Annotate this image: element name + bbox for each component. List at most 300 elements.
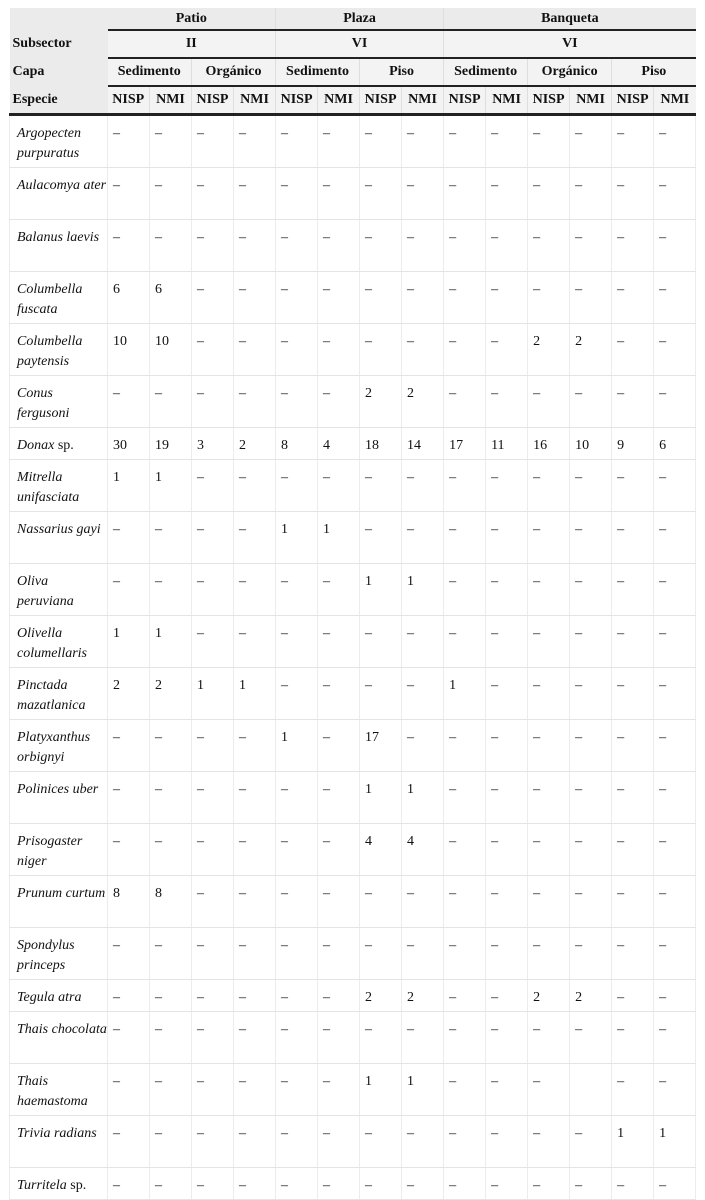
nisp-value-cell: –	[444, 512, 486, 564]
nmi-value-cell: –	[318, 720, 360, 772]
nmi-value-cell: –	[486, 720, 528, 772]
nisp-value-cell: –	[612, 376, 654, 428]
area-plaza-header: Plaza	[276, 8, 444, 30]
nisp-value-cell: –	[444, 1168, 486, 1200]
nisp-value-cell: –	[528, 824, 570, 876]
nisp-value-cell: –	[192, 115, 234, 168]
nisp-value-cell: –	[108, 720, 150, 772]
nisp-value-cell: –	[108, 1064, 150, 1116]
table-row	[10, 168, 696, 220]
species-name: Polinices uber	[17, 782, 99, 797]
nisp-value-cell: –	[444, 980, 486, 1012]
nmi-value-cell: –	[654, 1168, 696, 1200]
nisp-value-cell: –	[444, 115, 486, 168]
nmi-value-cell: –	[570, 115, 612, 168]
nisp-value-cell: –	[192, 720, 234, 772]
nisp-value-cell: –	[444, 460, 486, 512]
species-name-cell	[10, 1116, 108, 1168]
nmi-value-cell: –	[234, 168, 276, 220]
nisp-value-cell: –	[360, 272, 402, 324]
nisp-value-cell: –	[612, 1168, 654, 1200]
nmi-value-cell: –	[150, 220, 192, 272]
nisp-value-cell: –	[612, 616, 654, 668]
nisp-value-cell: –	[108, 115, 150, 168]
metric-header: NISP	[276, 86, 318, 115]
nisp-value-cell: –	[108, 928, 150, 980]
nmi-value-cell: –	[486, 512, 528, 564]
nmi-value-cell: 1	[234, 668, 276, 720]
nmi-value-cell: –	[402, 928, 444, 980]
nmi-value-cell: –	[486, 1116, 528, 1168]
species-name: Turritela	[17, 1178, 67, 1193]
nisp-value-cell: 1	[360, 1064, 402, 1116]
nisp-value-cell: –	[612, 772, 654, 824]
nisp-value-cell: –	[192, 512, 234, 564]
nisp-value-cell: –	[528, 668, 570, 720]
nisp-value-cell: –	[444, 616, 486, 668]
nmi-value-cell: 19	[150, 428, 192, 460]
nmi-value-cell: –	[486, 115, 528, 168]
nmi-value-cell: –	[654, 115, 696, 168]
nisp-value-cell: –	[360, 876, 402, 928]
nmi-value-cell: –	[654, 168, 696, 220]
species-name-cell	[10, 460, 108, 512]
metric-header: NMI	[402, 86, 444, 115]
table-row	[10, 616, 696, 668]
nisp-value-cell: –	[276, 772, 318, 824]
nisp-value-cell: –	[528, 272, 570, 324]
nmi-value-cell: –	[150, 928, 192, 980]
table-row	[10, 668, 696, 720]
species-name: Conus fergusoni	[17, 386, 70, 421]
nisp-value-cell: –	[528, 616, 570, 668]
nisp-value-cell: –	[192, 1064, 234, 1116]
nmi-value-cell: –	[402, 512, 444, 564]
nmi-value-cell: –	[654, 720, 696, 772]
nisp-value-cell: –	[192, 168, 234, 220]
table-row	[10, 564, 696, 616]
species-name: Donax	[17, 438, 55, 453]
nmi-value-cell: –	[402, 272, 444, 324]
nmi-value-cell: 2	[150, 668, 192, 720]
nmi-value-cell: –	[486, 980, 528, 1012]
nisp-value-cell: 4	[360, 824, 402, 876]
nisp-value-cell: 16	[528, 428, 570, 460]
nmi-value-cell: 14	[402, 428, 444, 460]
nisp-value-cell: –	[612, 1064, 654, 1116]
nisp-value-cell: –	[192, 772, 234, 824]
nmi-value-cell: –	[486, 168, 528, 220]
nisp-value-cell: –	[192, 324, 234, 376]
species-name-cell	[10, 168, 108, 220]
nmi-value-cell: –	[486, 1064, 528, 1116]
nisp-value-cell: –	[108, 512, 150, 564]
nisp-value-cell: –	[276, 980, 318, 1012]
metric-header: NMI	[570, 86, 612, 115]
nmi-value-cell	[570, 1064, 612, 1116]
nisp-value-cell: –	[360, 928, 402, 980]
metric-header: NISP	[444, 86, 486, 115]
nisp-value-cell: –	[612, 980, 654, 1012]
nisp-value-cell: –	[192, 928, 234, 980]
nisp-value-cell: –	[108, 1012, 150, 1064]
nmi-value-cell: –	[570, 1012, 612, 1064]
nisp-value-cell: –	[276, 668, 318, 720]
species-name-cell	[10, 115, 108, 168]
nmi-value-cell: –	[402, 720, 444, 772]
metric-header: NMI	[318, 86, 360, 115]
species-name-cell	[10, 1012, 108, 1064]
nmi-value-cell: –	[402, 1012, 444, 1064]
nisp-value-cell: 1	[360, 564, 402, 616]
species-name-cell	[10, 564, 108, 616]
species-name-cell	[10, 772, 108, 824]
nmi-value-cell: –	[654, 220, 696, 272]
nmi-value-cell: –	[318, 876, 360, 928]
species-name: Pinctada mazatlanica	[17, 678, 86, 713]
area-banqueta-header: Banqueta	[444, 8, 696, 30]
nmi-value-cell: –	[234, 616, 276, 668]
nisp-value-cell: –	[108, 168, 150, 220]
nisp-value-cell: –	[528, 512, 570, 564]
nmi-value-cell: –	[150, 772, 192, 824]
nisp-value-cell: –	[444, 220, 486, 272]
nmi-value-cell: –	[654, 376, 696, 428]
nisp-value-cell: –	[108, 980, 150, 1012]
nisp-value-cell: –	[444, 1116, 486, 1168]
nmi-value-cell: –	[654, 824, 696, 876]
capa-header: Orgánico	[192, 58, 276, 86]
species-name: Columbella paytensis	[17, 334, 83, 369]
nmi-value-cell: –	[402, 616, 444, 668]
nmi-value-cell: –	[234, 980, 276, 1012]
area-patio-header: Patio	[108, 8, 276, 30]
nmi-value-cell: –	[402, 168, 444, 220]
nisp-value-cell: –	[444, 1012, 486, 1064]
nisp-value-cell: –	[360, 115, 402, 168]
nisp-value-cell: –	[192, 616, 234, 668]
nisp-value-cell: 2	[528, 980, 570, 1012]
nisp-value-cell: –	[528, 928, 570, 980]
species-name: Oliva peruviana	[17, 574, 74, 609]
nmi-value-cell: –	[570, 928, 612, 980]
species-name: Trivia radians	[17, 1126, 97, 1141]
nisp-value-cell: –	[108, 824, 150, 876]
nisp-value-cell: –	[360, 460, 402, 512]
nmi-value-cell: 10	[570, 428, 612, 460]
species-name-cell	[10, 220, 108, 272]
nmi-value-cell: 2	[234, 428, 276, 460]
nisp-value-cell: –	[360, 1116, 402, 1168]
metric-header: NISP	[528, 86, 570, 115]
nisp-value-cell: –	[612, 928, 654, 980]
nisp-value-cell: –	[444, 324, 486, 376]
nisp-value-cell: 2	[528, 324, 570, 376]
especie-label: Especie	[10, 86, 108, 115]
nmi-value-cell: –	[402, 1168, 444, 1200]
species-name: Olivella columellaris	[17, 626, 87, 661]
nisp-value-cell: 2	[360, 376, 402, 428]
nmi-value-cell: –	[234, 512, 276, 564]
nmi-value-cell: –	[654, 1064, 696, 1116]
nisp-value-cell: 1	[108, 460, 150, 512]
capa-header: Piso	[612, 58, 696, 86]
table-body	[10, 115, 696, 1200]
nisp-value-cell: –	[192, 220, 234, 272]
species-table	[9, 8, 696, 1200]
nmi-value-cell: –	[486, 824, 528, 876]
species-name-cell	[10, 824, 108, 876]
nisp-value-cell: –	[444, 824, 486, 876]
nisp-value-cell: –	[192, 876, 234, 928]
nisp-value-cell: –	[612, 460, 654, 512]
nisp-value-cell: 18	[360, 428, 402, 460]
nisp-value-cell: –	[276, 824, 318, 876]
nmi-value-cell: –	[486, 1012, 528, 1064]
nmi-value-cell: 2	[570, 324, 612, 376]
nisp-value-cell: –	[444, 720, 486, 772]
nisp-value-cell: –	[528, 1064, 570, 1116]
nmi-value-cell: 2	[402, 980, 444, 1012]
nmi-value-cell: –	[486, 272, 528, 324]
nmi-value-cell: 1	[654, 1116, 696, 1168]
nisp-value-cell: –	[444, 168, 486, 220]
nmi-value-cell: –	[486, 876, 528, 928]
nisp-value-cell: –	[108, 772, 150, 824]
nisp-value-cell: –	[612, 324, 654, 376]
nisp-value-cell: –	[108, 1116, 150, 1168]
nmi-value-cell: –	[570, 460, 612, 512]
nmi-value-cell: –	[234, 720, 276, 772]
nmi-value-cell: –	[234, 928, 276, 980]
table-row	[10, 720, 696, 772]
nisp-value-cell: –	[192, 824, 234, 876]
nisp-value-cell: –	[612, 1012, 654, 1064]
nmi-value-cell: 6	[150, 272, 192, 324]
nmi-value-cell: –	[654, 272, 696, 324]
nmi-value-cell: 1	[402, 1064, 444, 1116]
nisp-value-cell: 30	[108, 428, 150, 460]
nmi-value-cell: –	[570, 772, 612, 824]
nmi-value-cell: –	[234, 876, 276, 928]
nmi-value-cell: –	[318, 1168, 360, 1200]
nmi-value-cell: –	[570, 168, 612, 220]
nisp-value-cell: –	[444, 272, 486, 324]
nmi-value-cell: –	[570, 1116, 612, 1168]
species-name-cell	[10, 324, 108, 376]
subsector-banqueta: VI	[444, 30, 696, 58]
nmi-value-cell: 6	[654, 428, 696, 460]
nmi-value-cell: 4	[402, 824, 444, 876]
nisp-value-cell: –	[360, 512, 402, 564]
nmi-value-cell: –	[570, 272, 612, 324]
nmi-value-cell: –	[402, 324, 444, 376]
nisp-value-cell: –	[276, 1064, 318, 1116]
nmi-value-cell: –	[570, 564, 612, 616]
nmi-value-cell: –	[654, 876, 696, 928]
nmi-value-cell: –	[654, 616, 696, 668]
nisp-value-cell: –	[612, 272, 654, 324]
nmi-value-cell: –	[318, 616, 360, 668]
nmi-value-cell: –	[150, 512, 192, 564]
metric-header: NISP	[108, 86, 150, 115]
nisp-value-cell: –	[276, 220, 318, 272]
species-name-cell	[10, 428, 108, 460]
nmi-value-cell: –	[318, 376, 360, 428]
nisp-value-cell: 1	[192, 668, 234, 720]
species-name-cell	[10, 1064, 108, 1116]
nmi-value-cell: –	[150, 564, 192, 616]
nmi-value-cell: –	[150, 1064, 192, 1116]
nisp-value-cell: –	[276, 1012, 318, 1064]
nmi-value-cell: 1	[402, 772, 444, 824]
table-row	[10, 876, 696, 928]
nmi-value-cell: –	[570, 220, 612, 272]
species-name-cell	[10, 272, 108, 324]
nisp-value-cell: –	[192, 1012, 234, 1064]
nmi-value-cell: –	[150, 168, 192, 220]
nisp-value-cell: –	[444, 1064, 486, 1116]
subsector-patio: II	[108, 30, 276, 58]
nmi-value-cell: –	[486, 928, 528, 980]
metric-header: NISP	[192, 86, 234, 115]
nisp-value-cell: –	[360, 1012, 402, 1064]
nisp-value-cell: –	[528, 1116, 570, 1168]
species-name-cell	[10, 980, 108, 1012]
table-row	[10, 1064, 696, 1116]
nisp-value-cell: –	[528, 1168, 570, 1200]
nmi-value-cell: –	[234, 772, 276, 824]
nmi-value-cell: –	[234, 1064, 276, 1116]
nisp-value-cell: –	[360, 324, 402, 376]
nmi-value-cell: –	[234, 1116, 276, 1168]
nisp-value-cell: –	[276, 168, 318, 220]
nmi-value-cell: –	[234, 1012, 276, 1064]
nisp-value-cell: –	[444, 928, 486, 980]
nisp-value-cell: 6	[108, 272, 150, 324]
nmi-value-cell: –	[234, 115, 276, 168]
nisp-value-cell: –	[276, 1116, 318, 1168]
nmi-value-cell: –	[318, 772, 360, 824]
species-name: Aulacomya ater	[17, 178, 107, 193]
nisp-value-cell: –	[360, 1168, 402, 1200]
table-row	[10, 272, 696, 324]
nisp-value-cell: –	[444, 564, 486, 616]
nmi-value-cell: –	[654, 460, 696, 512]
nisp-value-cell: –	[612, 720, 654, 772]
nisp-value-cell: –	[612, 512, 654, 564]
nisp-value-cell: 2	[108, 668, 150, 720]
capa-label: Capa	[10, 58, 108, 86]
nmi-value-cell: –	[318, 324, 360, 376]
nisp-value-cell: –	[528, 460, 570, 512]
nmi-value-cell: –	[654, 1012, 696, 1064]
nmi-value-cell: –	[402, 460, 444, 512]
nmi-value-cell: –	[654, 512, 696, 564]
nmi-value-cell: –	[318, 824, 360, 876]
nmi-value-cell: –	[234, 324, 276, 376]
nmi-value-cell: –	[318, 220, 360, 272]
nmi-value-cell: –	[486, 668, 528, 720]
nmi-value-cell: –	[570, 720, 612, 772]
species-name: Argopecten purpuratus	[17, 126, 82, 161]
nisp-value-cell: –	[612, 668, 654, 720]
nmi-value-cell: –	[486, 324, 528, 376]
nmi-value-cell: –	[402, 876, 444, 928]
nisp-value-cell: –	[108, 1168, 150, 1200]
nmi-value-cell: –	[150, 980, 192, 1012]
species-name-cell	[10, 616, 108, 668]
nisp-value-cell: 9	[612, 428, 654, 460]
capa-header: Piso	[360, 58, 444, 86]
species-name: Thais chocolata	[17, 1022, 107, 1037]
nisp-value-cell: –	[192, 564, 234, 616]
table-row	[10, 376, 696, 428]
capa-header: Orgánico	[528, 58, 612, 86]
metric-header: NMI	[150, 86, 192, 115]
nisp-value-cell: 1	[276, 720, 318, 772]
nmi-value-cell: –	[150, 824, 192, 876]
nmi-value-cell: –	[402, 115, 444, 168]
species-suffix: sp.	[54, 438, 74, 453]
nisp-value-cell: –	[192, 1168, 234, 1200]
nisp-value-cell: –	[612, 115, 654, 168]
nisp-value-cell: –	[360, 616, 402, 668]
nisp-value-cell: –	[612, 220, 654, 272]
nmi-value-cell: –	[318, 1012, 360, 1064]
nmi-value-cell: 10	[150, 324, 192, 376]
nmi-value-cell: –	[402, 668, 444, 720]
nisp-value-cell: 1	[360, 772, 402, 824]
nisp-value-cell: –	[276, 1168, 318, 1200]
nmi-value-cell: 4	[318, 428, 360, 460]
nmi-value-cell: –	[402, 1116, 444, 1168]
nmi-value-cell: –	[570, 512, 612, 564]
nmi-value-cell: –	[486, 616, 528, 668]
nmi-value-cell: –	[318, 564, 360, 616]
metric-header: NISP	[360, 86, 402, 115]
nmi-value-cell: –	[318, 980, 360, 1012]
nisp-value-cell: –	[192, 376, 234, 428]
nisp-value-cell: –	[612, 876, 654, 928]
nisp-value-cell: –	[528, 115, 570, 168]
nisp-value-cell: 2	[360, 980, 402, 1012]
species-name: Tegula atra	[17, 990, 82, 1005]
species-name-cell	[10, 1168, 108, 1200]
nisp-value-cell: –	[360, 168, 402, 220]
nisp-value-cell: 10	[108, 324, 150, 376]
nmi-value-cell: –	[486, 564, 528, 616]
table-row	[10, 220, 696, 272]
nisp-value-cell: 8	[276, 428, 318, 460]
table-row	[10, 772, 696, 824]
species-name: Prisogaster niger	[17, 834, 83, 869]
nmi-value-cell: –	[486, 1168, 528, 1200]
subsector-label: Subsector	[10, 30, 108, 58]
species-name: Thais haemastoma	[17, 1074, 88, 1109]
nisp-value-cell: –	[108, 376, 150, 428]
nmi-value-cell: –	[486, 772, 528, 824]
nisp-value-cell: –	[276, 460, 318, 512]
nisp-value-cell: –	[276, 564, 318, 616]
nisp-value-cell: –	[528, 772, 570, 824]
nisp-value-cell: –	[108, 220, 150, 272]
nisp-value-cell: –	[528, 220, 570, 272]
species-table-container	[9, 8, 695, 1200]
nmi-value-cell: –	[570, 1168, 612, 1200]
header-row-area	[10, 8, 696, 30]
nmi-value-cell: 1	[318, 512, 360, 564]
